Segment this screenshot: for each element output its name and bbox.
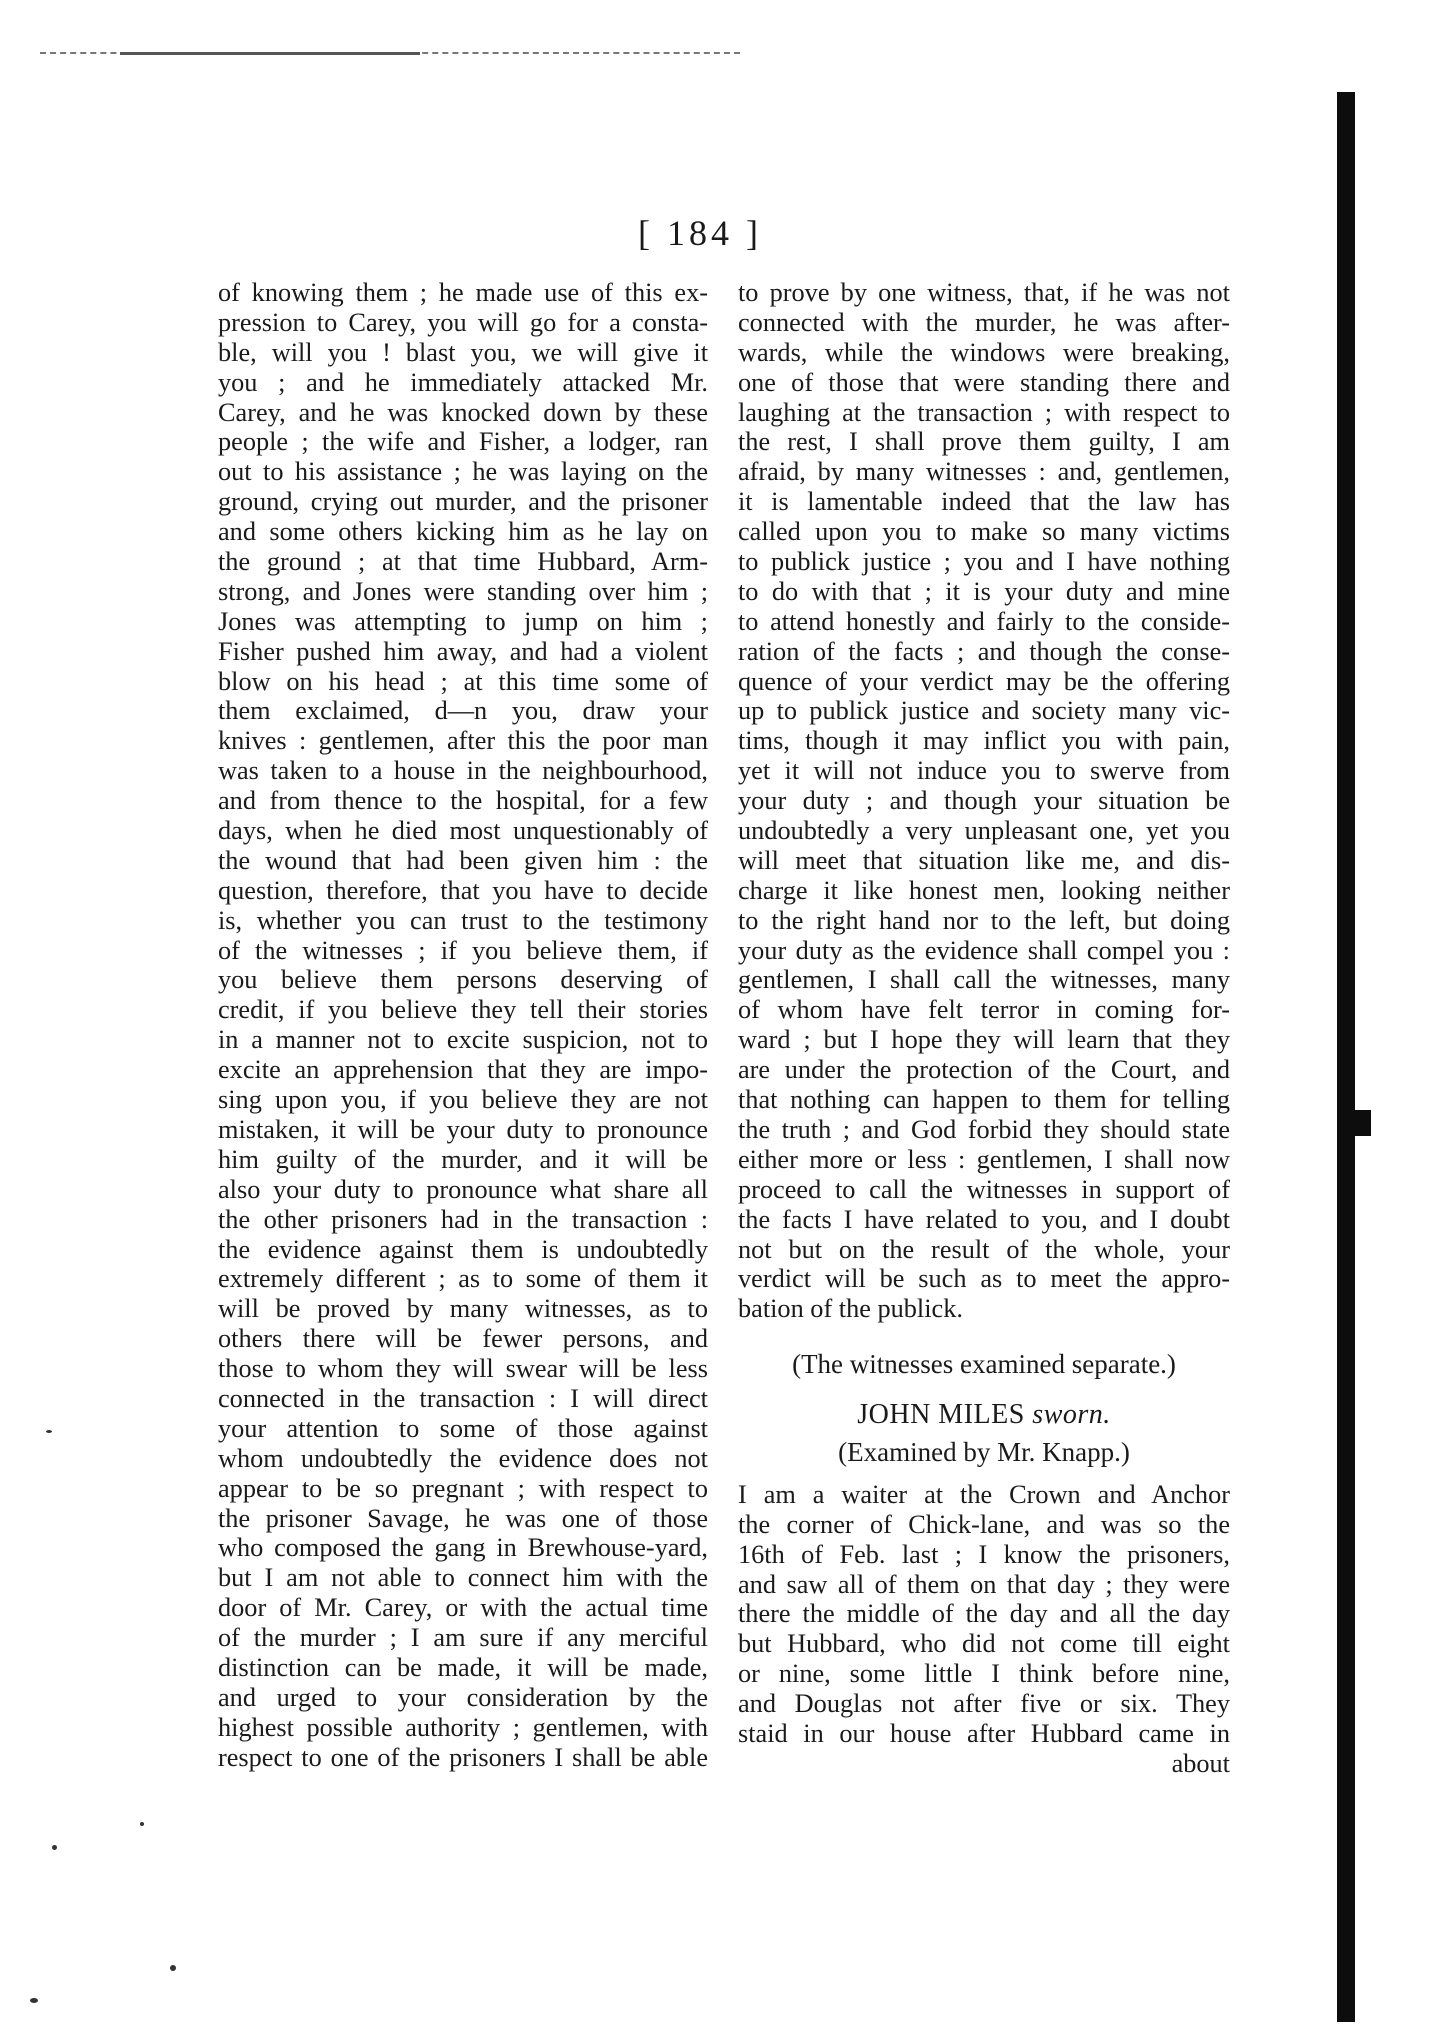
text-line: you ; and he immediately attacked Mr.	[218, 367, 708, 397]
text-line: but I am not able to connect him with the	[218, 1563, 708, 1593]
text-line: highest possible authority ; gentlemen, with	[218, 1712, 708, 1742]
text-line: is, whether you can trust to the testimony	[218, 905, 708, 935]
text-line: Fisher pushed him away, and had a violent	[218, 636, 708, 666]
text-line: credit, if you believe they tell their stories	[218, 995, 708, 1025]
text-line: verdict will be such as to meet the appro-	[738, 1264, 1230, 1294]
text-line: the wound that had been given him : the	[218, 845, 708, 875]
text-line: ground, crying out murder, and the prisoner	[218, 487, 708, 517]
text-line: question, therefore, that you have to decide	[218, 875, 708, 905]
text-line: or nine, some little I think before nine,	[738, 1659, 1230, 1689]
text-line: that nothing can happen to them for telling	[738, 1085, 1230, 1115]
text-line: the rest, I shall prove them guilty, I am	[738, 427, 1230, 457]
text-line: ward ; but I hope they will learn that they	[738, 1025, 1230, 1055]
page-gutter-shadow	[1337, 92, 1355, 2022]
text-line: others there will be fewer persons, and	[218, 1324, 708, 1354]
text-line: your attention to some of those against	[218, 1413, 708, 1443]
witness-name: JOHN MILES	[857, 1399, 1025, 1431]
text-line: proceed to call the witnesses in support of	[738, 1174, 1230, 1204]
text-line: not but on the result of the whole, your	[738, 1234, 1230, 1264]
text-line: whom undoubtedly the evidence does not	[218, 1443, 708, 1473]
text-line: bation of the publick.	[738, 1294, 963, 1324]
text-line: pression to Carey, you will go for a consta-	[218, 307, 708, 337]
text-line: Jones was attempting to jump on him ;	[218, 606, 708, 636]
text-line: to publick justice ; you and I have nothing	[738, 547, 1230, 577]
text-line: out to his assistance ; he was laying on the	[218, 457, 708, 487]
page-number: [ 184 ]	[638, 213, 762, 253]
text-line: who composed the gang in Brewhouse-yard,	[218, 1533, 708, 1563]
text-line: days, when he died most unquestionably of	[218, 816, 708, 846]
text-line: and from thence to the hospital, for a few	[218, 786, 708, 816]
ink-speck	[30, 1998, 38, 2003]
text-line: in a manner not to excite suspicion, not to	[218, 1025, 708, 1055]
text-line: yet it will not induce you to swerve from	[738, 756, 1230, 786]
text-line: but Hubbard, who did not come till eight	[738, 1629, 1230, 1659]
text-line: quence of your verdict may be the offering	[738, 666, 1230, 696]
text-line: the ground ; at that time Hubbard, Arm-	[218, 547, 708, 577]
text-line: will meet that situation like me, and dis-	[738, 845, 1230, 875]
text-line: and some others kicking him as he lay on	[218, 517, 708, 547]
witness-heading	[738, 1400, 1230, 1430]
text-line: of the murder ; I am sure if any merciful	[218, 1623, 708, 1653]
text-line: your duty as the evidence shall compel you :	[738, 935, 1230, 965]
text-line: will be proved by many witnesses, as to	[218, 1294, 708, 1324]
witness-section	[738, 1350, 1230, 1468]
text-line: appear to be so pregnant ; with respect to	[218, 1473, 708, 1503]
text-line: charge it like honest men, looking neither	[738, 875, 1230, 905]
catchword: about	[1171, 1748, 1230, 1778]
text-line: blow on his head ; at this time some of	[218, 666, 708, 696]
text-line: there the middle of the day and all the day	[738, 1599, 1230, 1629]
text-line: them exclaimed, d—n you, draw your	[218, 696, 708, 726]
text-line: and Douglas not after five or six. They	[738, 1689, 1230, 1719]
text-line: to the right hand nor to the left, but doing	[738, 905, 1230, 935]
text-line: to do with that ; it is your duty and mine	[738, 576, 1230, 606]
top-edge-rule-solid	[120, 52, 420, 55]
text-line: either more or less : gentlemen, I shall now	[738, 1144, 1230, 1174]
text-line: undoubtedly a very unpleasant one, yet you	[738, 816, 1230, 846]
ink-speck	[52, 1845, 57, 1850]
text-line: 16th of Feb. last ; I know the prisoners,	[738, 1539, 1230, 1569]
text-line: to attend honestly and fairly to the conside-	[738, 606, 1230, 636]
text-line: the facts I have related to you, and I doubt	[738, 1204, 1230, 1234]
text-line: respect to one of the prisoners I shall be able	[218, 1742, 708, 1772]
text-line: strong, and Jones were standing over him ;	[218, 576, 708, 606]
witness-sworn: sworn.	[1032, 1399, 1111, 1431]
text-line: and urged to your consideration by the	[218, 1682, 708, 1712]
text-line: him guilty of the murder, and it will be	[218, 1144, 708, 1174]
text-line: excite an apprehension that they are impo-	[218, 1055, 708, 1085]
text-line: to prove by one witness, that, if he was not	[738, 278, 1230, 307]
text-line: one of those that were standing there and	[738, 367, 1230, 397]
page-gutter-notch	[1355, 1110, 1371, 1136]
text-line: also your duty to pronounce what share all	[218, 1174, 708, 1204]
examined-by: (Examined by Mr. Knapp.)	[838, 1436, 1130, 1467]
text-line: sing upon you, if you believe they are not	[218, 1085, 708, 1115]
testimony-body	[738, 1480, 1230, 1749]
text-line: it is lamentable indeed that the law has	[738, 487, 1230, 517]
text-line: called upon you to make so many victims	[738, 517, 1230, 547]
text-line: are under the protection of the Court, and	[738, 1055, 1230, 1085]
ink-speck	[46, 1430, 52, 1433]
text-line: ble, will you ! blast you, we will give it	[218, 337, 708, 367]
text-line: the other prisoners had in the transaction :	[218, 1204, 708, 1234]
text-line: your duty ; and though your situation be	[738, 786, 1230, 816]
text-line: knives : gentlemen, after this the poor man	[218, 726, 708, 756]
ink-speck	[170, 1965, 176, 1971]
text-line: gentlemen, I shall call the witnesses, many	[738, 965, 1230, 995]
witness-note: (The witnesses examined separate.)	[792, 1349, 1176, 1380]
right-column-body	[738, 278, 1230, 1324]
text-line: the evidence against them is undoubtedly	[218, 1234, 708, 1264]
text-line: connected in the transaction : I will direct	[218, 1383, 708, 1413]
text-line: and saw all of them on that day ; they were	[738, 1569, 1230, 1599]
text-line: up to publick justice and society many vic-	[738, 696, 1230, 726]
text-line: distinction can be made, it will be made,	[218, 1652, 708, 1682]
text-line: those to whom they will swear will be less	[218, 1354, 708, 1384]
text-line: the truth ; and God forbid they should state	[738, 1114, 1230, 1144]
left-text-column	[218, 278, 708, 1773]
text-line: door of Mr. Carey, or with the actual time	[218, 1593, 708, 1623]
text-line: the prisoner Savage, he was one of those	[218, 1503, 708, 1533]
text-line: staid in our house after Hubbard came in	[738, 1719, 1230, 1749]
text-line: I am a waiter at the Crown and Anchor	[738, 1479, 1230, 1509]
text-line: people ; the wife and Fisher, a lodger, ran	[218, 427, 708, 457]
text-line: Carey, and he was knocked down by these	[218, 397, 708, 427]
text-line: you believe them persons deserving of	[218, 965, 708, 995]
text-line: of the witnesses ; if you believe them, if	[218, 935, 708, 965]
text-line: afraid, by many witnesses : and, gentlemen,	[738, 457, 1230, 487]
ink-speck	[140, 1822, 144, 1826]
text-line: ration of the facts ; and though the conse-	[738, 636, 1230, 666]
text-line: wards, while the windows were breaking,	[738, 337, 1230, 367]
text-line: extremely different ; as to some of them it	[218, 1264, 708, 1294]
text-line: mistaken, it will be your duty to pronounce	[218, 1114, 708, 1144]
text-line: connected with the murder, he was after-	[738, 307, 1230, 337]
text-line: the corner of Chick-lane, and was so the	[738, 1509, 1230, 1539]
text-line: of whom have felt terror in coming for-	[738, 995, 1230, 1025]
text-line: of knowing them ; he made use of this ex-	[218, 278, 708, 307]
text-line: laughing at the transaction ; with respect to	[738, 397, 1230, 427]
text-line: tims, though it may inflict you with pain,	[738, 726, 1230, 756]
text-line: was taken to a house in the neighbourhood,	[218, 756, 708, 786]
right-text-column	[738, 278, 1230, 1779]
